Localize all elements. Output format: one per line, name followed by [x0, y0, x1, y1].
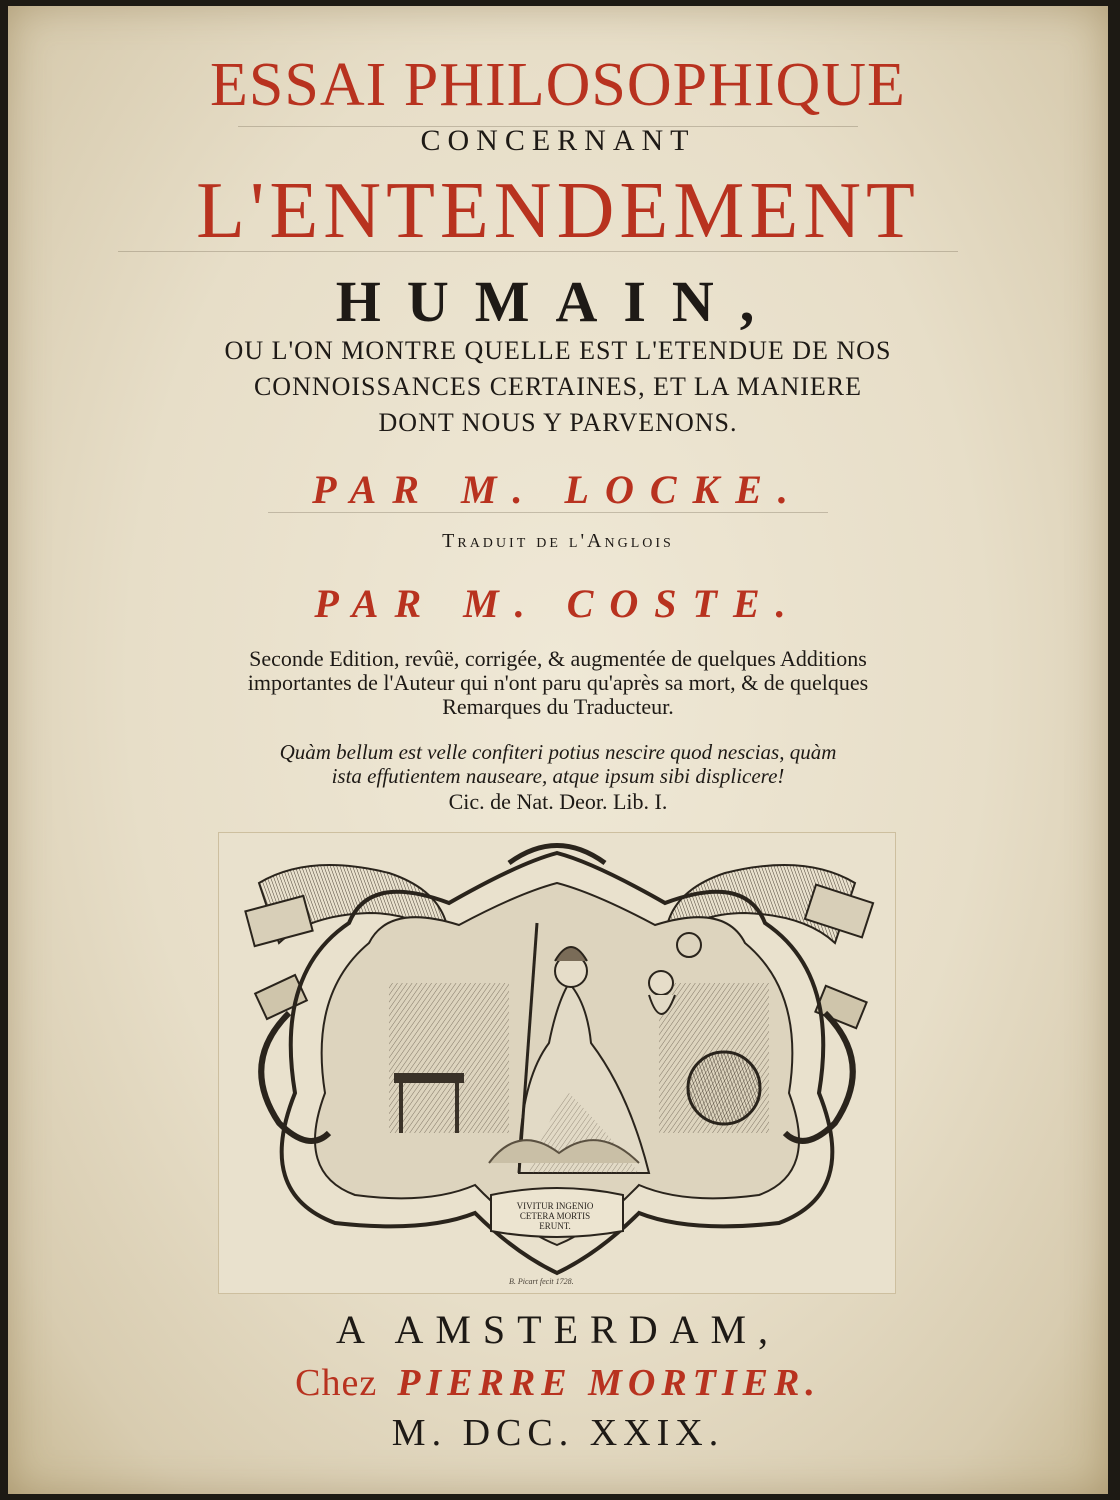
pencil-rule [118, 251, 958, 252]
title-line-1: ESSAI PHILOSOPHIQUE [210, 51, 906, 119]
imprint-place: A AMSTERDAM, [335, 1307, 781, 1352]
pencil-rule [268, 512, 828, 513]
imprint-chez: Chez [295, 1362, 378, 1404]
edition-line-3: Remarques du Traducteur. [442, 694, 674, 719]
imprint-publisher: PIERRE MORTIER. [397, 1362, 821, 1404]
translated-from-line: Traduit de l'Anglois [442, 530, 674, 552]
engraved-vignette [218, 832, 896, 1294]
imprint-year: M. DCC. XXIX. [391, 1412, 725, 1454]
author-line: PAR M. LOCKE. [312, 467, 804, 512]
subtitle-line-2: CONNOISSANCES CERTAINES, ET LA MANIERE [253, 372, 863, 401]
edition-line-1: Seconde Edition, revûë, corrigée, & augmentée de quelques Additions [249, 646, 867, 671]
title-line-4: HUMAIN, [335, 269, 781, 334]
title-line-2: CONCERNANT [420, 124, 696, 157]
motto-line-3: ERUNT. [539, 1221, 571, 1231]
epigraph-line-2: ista effutientem nauseare, atque ipsum sibi displicere! [331, 764, 785, 788]
imprint-publisher-line [8, 1361, 1108, 1405]
vignette-motto [497, 1201, 613, 1231]
epigraph-line-1: Quàm bellum est velle confiteri potius nescire quod nescias, quàm [279, 740, 837, 764]
epigraph-source: Cic. de Nat. Deor. Lib. I. [448, 789, 668, 814]
engraver-signature: B. Picart fecit 1728. [509, 1277, 574, 1286]
title-page [8, 6, 1108, 1494]
edition-line-2: importantes de l'Auteur qui n'ont paru qu'après sa mort, & de quelques [247, 670, 869, 695]
title-line-3: L'ENTENDEMENT [196, 167, 920, 255]
motto-line-1: VIVITUR INGENIO [516, 1201, 594, 1211]
subtitle-line-3: DONT NOUS Y PARVENONS. [378, 408, 738, 437]
subtitle-line-1: OU L'ON MONTRE QUELLE EST L'ETENDUE DE NOS [224, 336, 892, 365]
motto-line-2: CETERA MORTIS [519, 1211, 591, 1221]
translator-line: PAR M. COSTE. [314, 581, 802, 626]
